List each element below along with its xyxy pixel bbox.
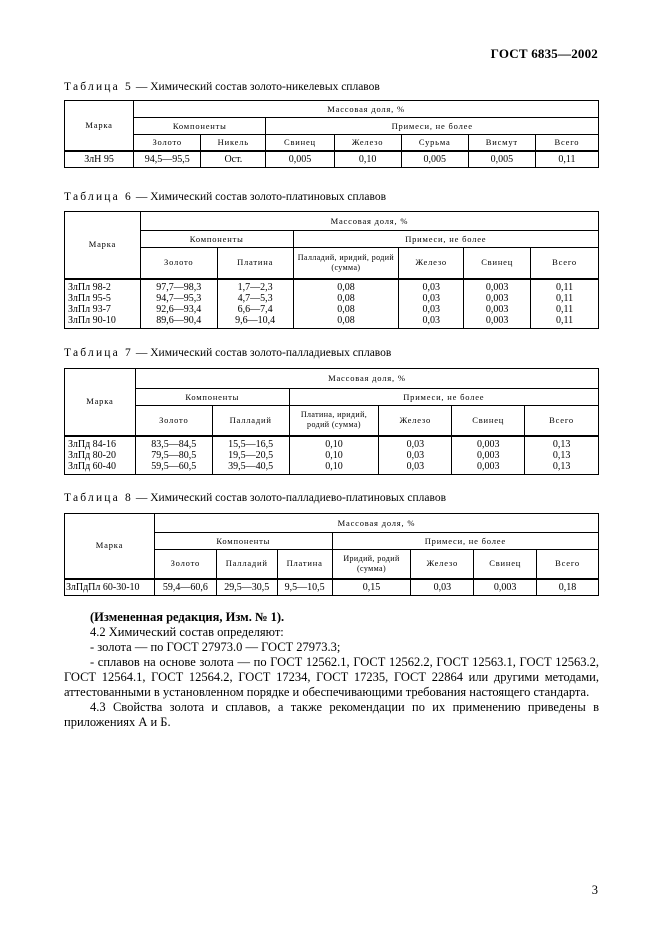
standard-number: ГОСТ 6835—2002 (490, 46, 598, 61)
table8-header-mass-fraction: Массовая доля, % (154, 514, 598, 533)
table7-header-mass-fraction: Массовая доля, % (135, 369, 598, 389)
table6-col-iron: Железо (399, 248, 464, 279)
table7-caption-text: — Химический состав золото-палладиевых сплавов (132, 347, 392, 359)
cell-gold: 79,5—80,5 (151, 449, 197, 461)
cell-gold: 97,7—98,3 (156, 281, 202, 293)
revision-note: (Измененная редакция, Изм. № 1). (90, 610, 285, 624)
column-lead (452, 436, 525, 475)
column-pt-ir-rh (289, 436, 379, 475)
cell-total: 0,11 (555, 303, 574, 315)
table-row (65, 579, 599, 596)
cell-platinum: 6,6—7,4 (237, 303, 273, 315)
table6-header-impurities: Примеси, не более (293, 231, 598, 248)
cell-palladium: 15,5—16,5 (228, 438, 274, 450)
column-grades (65, 436, 136, 475)
table5-header-components: Компоненты (134, 118, 266, 135)
cell-total: 0,11 (535, 151, 598, 168)
cell-pd-ir-rh: 0,08 (337, 281, 355, 293)
table8-col-palladium: Палладий (216, 550, 277, 579)
cell-total: 0,18 (537, 579, 599, 596)
table5-col-total: Всего (535, 135, 598, 151)
cell-lead: 0,003 (476, 449, 500, 461)
table5 (64, 100, 599, 168)
column-gold (135, 436, 212, 475)
table6-col-pd-ir-rh: Палладий, иридий, родий (сумма) (293, 248, 399, 279)
paragraph-4-2-title: 4.2 Химический состав определяют: (90, 625, 284, 639)
table6-col-lead: Свинец (464, 248, 531, 279)
cell-grade: ЗлПл 90-10 (68, 314, 116, 326)
cell-palladium: 19,5—20,5 (228, 449, 274, 461)
cell-iron: 0,10 (334, 151, 401, 168)
table5-col-lead: Свинец (266, 135, 334, 151)
cell-grade: ЗлПл 95-5 (68, 292, 111, 304)
table8 (64, 513, 599, 596)
column-gold (140, 279, 217, 329)
table6-header-mark: Марка (65, 212, 141, 279)
cell-iron: 0,03 (406, 460, 425, 472)
cell-pt-ir-rh: 0,10 (325, 460, 343, 472)
cell-iron: 0,03 (422, 303, 441, 315)
table8-header-mark: Марка (65, 514, 155, 579)
column-iron (379, 436, 452, 475)
cell-lead: 0,003 (485, 303, 509, 315)
paragraph-4-2-gold: - золота — по ГОСТ 27973.0 — ГОСТ 27973.3; (90, 640, 341, 654)
cell-platinum: 4,7—5,3 (237, 292, 273, 304)
table6-caption-label: Таблица 6 (64, 191, 133, 203)
cell-gold: 59,4—60,6 (154, 579, 216, 596)
cell-platinum: 9,5—10,5 (277, 579, 332, 596)
table8-col-iron: Железо (411, 550, 474, 579)
cell-pt-ir-rh: 0,10 (325, 449, 343, 461)
table-row (65, 151, 599, 168)
table5-caption-label: Таблица 5 (64, 81, 133, 93)
cell-lead: 0,003 (485, 314, 509, 326)
column-grades (65, 279, 141, 329)
table7-col-gold: Золото (135, 406, 212, 436)
cell-lead: 0,003 (485, 281, 509, 293)
cell-iron: 0,03 (406, 438, 425, 450)
table7-caption (64, 347, 391, 359)
cell-gold: 92,6—93,4 (156, 303, 202, 315)
cell-pd-ir-rh: 0,08 (337, 314, 355, 326)
table8-header-impurities: Примеси, не более (332, 533, 598, 550)
cell-iron: 0,03 (422, 314, 441, 326)
cell-lead: 0,003 (476, 438, 500, 450)
cell-total: 0,11 (555, 292, 574, 304)
column-total (531, 279, 599, 329)
table7-col-lead: Свинец (452, 406, 525, 436)
table7-header-components: Компоненты (135, 389, 289, 406)
cell-gold: 94,5—95,5 (134, 151, 201, 168)
table8-col-gold: Золото (154, 550, 216, 579)
cell-nickel: Ост. (201, 151, 266, 168)
table5-col-bismuth: Висмут (468, 135, 535, 151)
cell-total: 0,13 (552, 438, 571, 450)
table7-col-pt-ir-rh: Платина, иридий, родий (сумма) (289, 406, 379, 436)
cell-iron: 0,03 (422, 292, 441, 304)
column-iron (399, 279, 464, 329)
cell-iron: 0,03 (406, 449, 425, 461)
cell-ir-rh: 0,15 (332, 579, 411, 596)
table6-caption-text: — Химический состав золото-платиновых сплавов (132, 191, 387, 203)
body-text (64, 610, 599, 730)
table8-col-ir-rh: Иридий, родий (сумма) (332, 550, 411, 579)
table7-caption-label: Таблица 7 (64, 347, 133, 359)
cell-grade: ЗлПд 80-20 (68, 449, 117, 461)
table6-col-platinum: Платина (217, 248, 293, 279)
cell-iron: 0,03 (411, 579, 474, 596)
cell-palladium: 29,5—30,5 (216, 579, 277, 596)
table5-col-nickel: Никель (201, 135, 266, 151)
table6-header-mass-fraction: Массовая доля, % (140, 212, 598, 231)
cell-gold: 83,5—84,5 (151, 438, 197, 450)
cell-lead: 0,003 (474, 579, 537, 596)
column-platinum (217, 279, 293, 329)
cell-lead: 0,005 (266, 151, 334, 168)
table6 (64, 211, 599, 329)
cell-iron: 0,03 (422, 281, 441, 293)
table5-caption-text: — Химический состав золото-никелевых сплавов (132, 81, 380, 93)
cell-pd-ir-rh: 0,08 (337, 303, 355, 315)
table7-col-total: Всего (525, 406, 599, 436)
cell-platinum: 1,7—2,3 (237, 281, 273, 293)
cell-pt-ir-rh: 0,10 (325, 438, 343, 450)
cell-lead: 0,003 (476, 460, 500, 472)
paragraph-4-2-alloys: - сплавов на основе золота — по ГОСТ 12562.1, ГОСТ 12562.2, ГОСТ 12563.1, ГОСТ 12563.2, ГОСТ 12564.1, ГОСТ 12564.2, ГОСТ 17234, ГОСТ 17235, ГОСТ 22864 или другими методами, аттестованными в установленном порядке и обеспечивающими требования настоящего стандарта. (64, 655, 599, 699)
cell-lead: 0,003 (485, 292, 509, 304)
cell-total: 0,11 (555, 314, 574, 326)
table5-header-impurities: Примеси, не более (266, 118, 599, 135)
cell-antimony: 0,005 (401, 151, 468, 168)
table5-header-mass-fraction: Массовая доля, % (134, 101, 599, 118)
cell-total: 0,13 (552, 460, 571, 472)
table5-caption (64, 81, 380, 93)
column-total (525, 436, 599, 475)
table5-header-mark: Марка (65, 101, 134, 151)
cell-gold: 89,6—90,4 (156, 314, 202, 326)
cell-grade: ЗлПл 98-2 (68, 281, 111, 293)
table8-caption (64, 492, 446, 504)
cell-grade: ЗлН 95 (65, 151, 134, 168)
table8-caption-text: — Химический состав золото-палладиево-платиновых сплавов (132, 492, 447, 504)
table8-header-components: Компоненты (154, 533, 332, 550)
paragraph-4-3: 4.3 Свойства золота и сплавов, а также рекомендации по их применению приведены в приложениях А и Б. (64, 700, 599, 729)
table8-col-platinum: Платина (277, 550, 332, 579)
cell-total: 0,11 (555, 281, 574, 293)
cell-palladium: 39,5—40,5 (228, 460, 274, 472)
page-number: 3 (591, 883, 598, 897)
table7-col-iron: Железо (379, 406, 452, 436)
cell-grade: ЗлПд 84-16 (68, 438, 117, 450)
table6-header-components: Компоненты (140, 231, 293, 248)
table6-col-gold: Золото (140, 248, 217, 279)
column-pd-ir-rh (293, 279, 399, 329)
table6-caption (64, 191, 386, 203)
table5-col-antimony: Сурьма (401, 135, 468, 151)
table5-col-gold: Золото (134, 135, 201, 151)
table7-col-palladium: Палладий (212, 406, 289, 436)
cell-pd-ir-rh: 0,08 (337, 292, 355, 304)
column-palladium (212, 436, 289, 475)
cell-gold: 94,7—95,3 (156, 292, 202, 304)
table7-header-mark: Марка (65, 369, 136, 436)
cell-grade: ЗлПдПл 60-30-10 (65, 579, 155, 596)
cell-grade: ЗлПл 93-7 (68, 303, 111, 315)
cell-grade: ЗлПд 60-40 (68, 460, 117, 472)
table7-header-impurities: Примеси, не более (289, 389, 598, 406)
table5-col-iron: Железо (334, 135, 401, 151)
cell-gold: 59,5—60,5 (151, 460, 197, 472)
table-body (65, 436, 599, 475)
table7 (64, 368, 599, 475)
table8-col-total: Всего (537, 550, 599, 579)
cell-bismuth: 0,005 (468, 151, 535, 168)
cell-total: 0,13 (552, 449, 571, 461)
table8-col-lead: Свинец (474, 550, 537, 579)
column-lead (464, 279, 531, 329)
table-body (65, 279, 599, 329)
table8-caption-label: Таблица 8 (64, 492, 133, 504)
cell-platinum: 9,6—10,4 (235, 314, 276, 326)
table6-col-total: Всего (531, 248, 599, 279)
